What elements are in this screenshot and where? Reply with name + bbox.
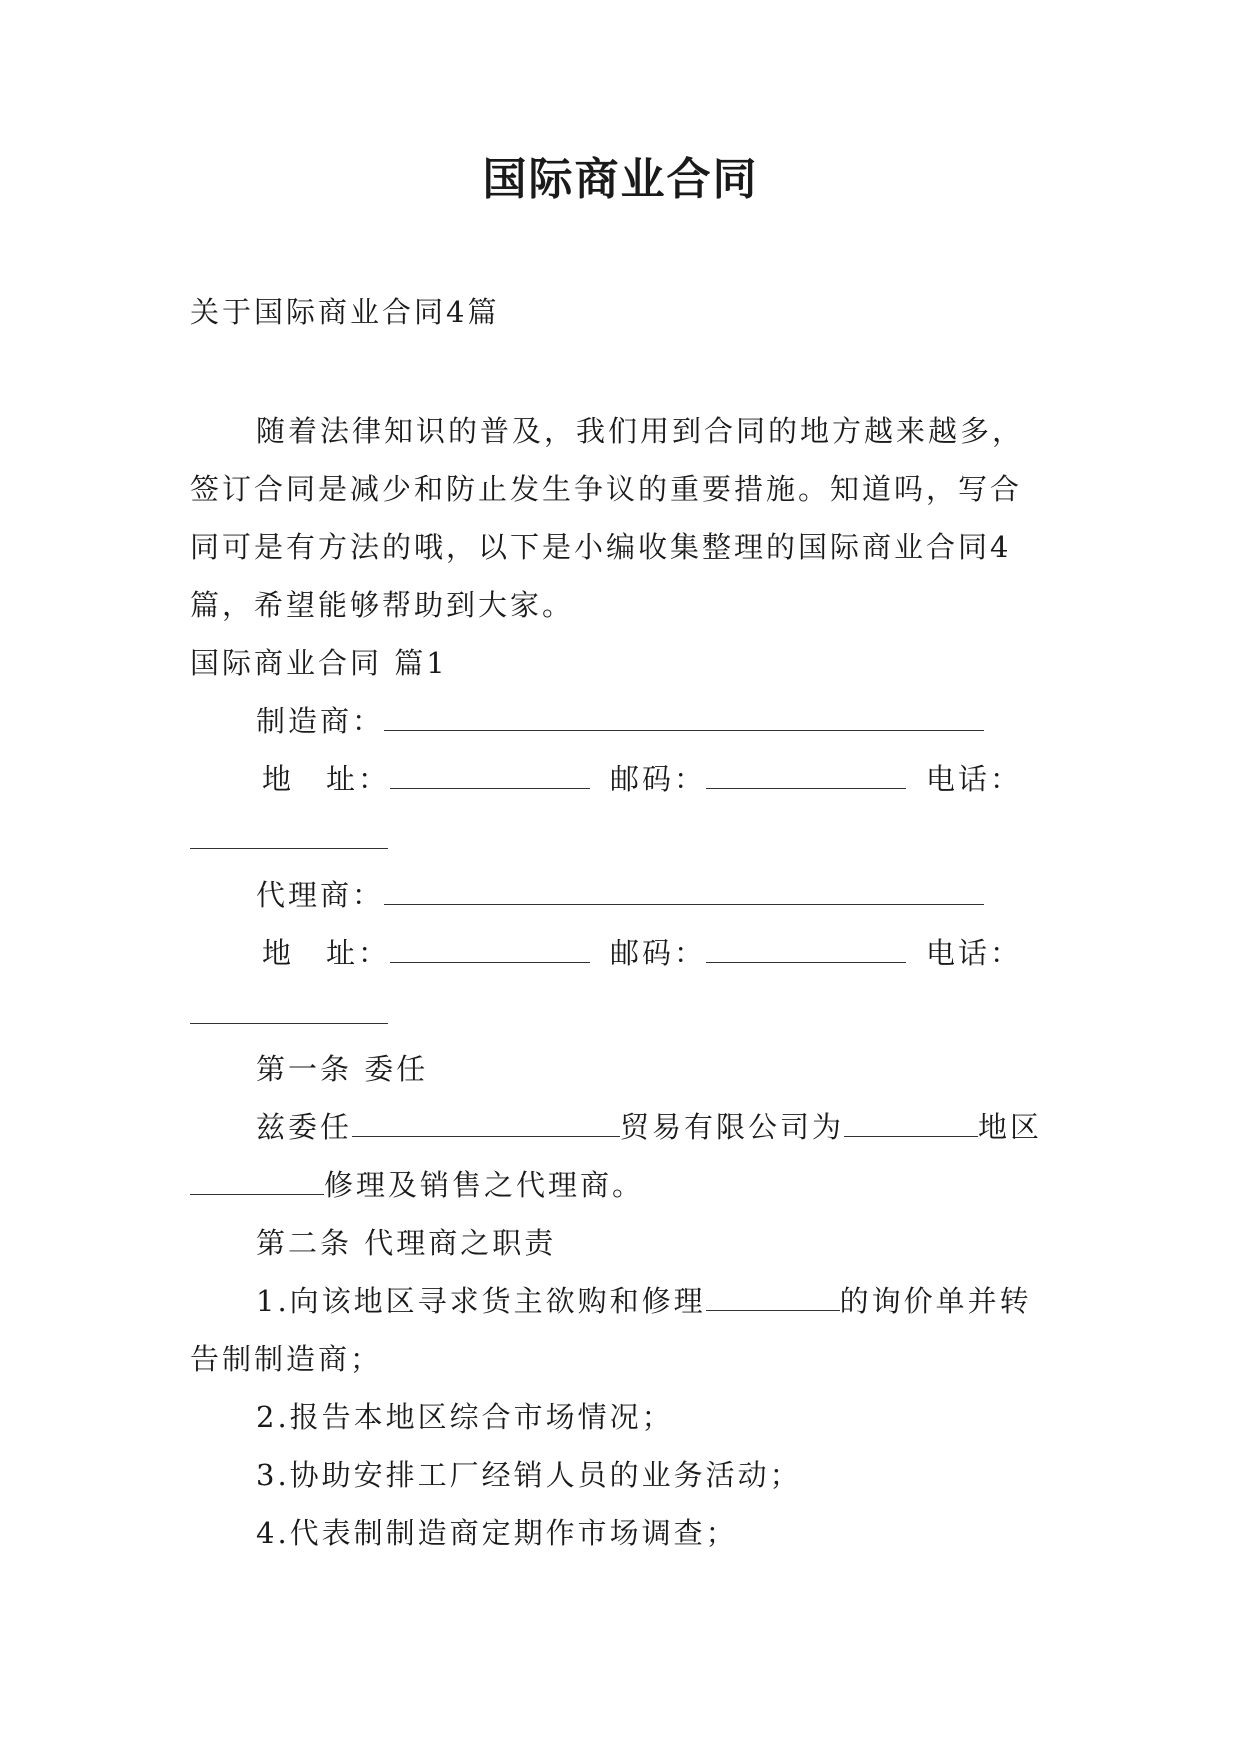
manufacturer-address-field[interactable] bbox=[390, 760, 590, 789]
manufacturer-name-field[interactable] bbox=[384, 702, 984, 731]
intro-line-3: 同可是有方法的哦，以下是小编收集整理的国际商业合同4 bbox=[190, 530, 1012, 564]
agent-contact-row bbox=[262, 933, 1022, 973]
article-2-item-4: 4.代表制制造商定期作市场调查； bbox=[256, 1516, 738, 1550]
agent-phone-field[interactable] bbox=[190, 1021, 388, 1024]
agent-zip-label: 邮码： bbox=[610, 936, 707, 970]
manufacturer-phone-label: 电话： bbox=[926, 762, 1023, 796]
article-1-line-1 bbox=[256, 1107, 1042, 1147]
manufacturer-row bbox=[256, 701, 984, 741]
agent-address-label: 地 址： bbox=[262, 936, 391, 970]
article-1-heading: 第一条 委任 bbox=[256, 1052, 429, 1086]
agent-address-field[interactable] bbox=[390, 934, 590, 963]
section-heading: 国际商业合同 篇1 bbox=[190, 646, 448, 680]
agent-name-field[interactable] bbox=[384, 876, 984, 905]
article-1-text-a: 兹委任 bbox=[256, 1110, 353, 1144]
company-name-field[interactable] bbox=[352, 1108, 620, 1137]
intro-line-4: 篇，希望能够帮助到大家。 bbox=[190, 588, 575, 622]
agent-label: 代理商： bbox=[256, 878, 385, 912]
article-2-item-1 bbox=[256, 1281, 1032, 1321]
article-2-item-1-cont: 告制制造商； bbox=[190, 1342, 383, 1376]
document-title: 国际商业合同 bbox=[482, 154, 759, 205]
manufacturer-address-label: 地 址： bbox=[262, 762, 391, 796]
intro-line-1: 随着法律知识的普及，我们用到合同的地方越来越多， bbox=[256, 414, 1025, 448]
article-2-heading: 第二条 代理商之职责 bbox=[256, 1226, 557, 1260]
agent-phone-label: 电话： bbox=[926, 936, 1023, 970]
manufacturer-contact-row bbox=[262, 759, 1022, 799]
manufacturer-zip-label: 邮码： bbox=[610, 762, 707, 796]
intro-line-2: 签订合同是减少和防止发生争议的重要措施。知道吗，写合 bbox=[190, 472, 1023, 506]
article-1-text-d: 修理及销售之代理商。 bbox=[324, 1168, 645, 1202]
document-subtitle: 关于国际商业合同4篇 bbox=[190, 295, 500, 329]
agent-zip-field[interactable] bbox=[706, 934, 906, 963]
product-field[interactable] bbox=[190, 1166, 324, 1195]
article-2-item-3: 3.协助安排工厂经销人员的业务活动； bbox=[256, 1458, 802, 1492]
article-2-item-1-text-a: 1.向该地区寻求货主欲购和修理 bbox=[256, 1284, 706, 1318]
article-1-line-2 bbox=[190, 1165, 644, 1205]
region-field[interactable] bbox=[844, 1108, 978, 1137]
manufacturer-label: 制造商： bbox=[256, 704, 385, 738]
manufacturer-zip-field[interactable] bbox=[706, 760, 906, 789]
article-1-text-c: 地区 bbox=[978, 1110, 1043, 1144]
article-1-text-b: 贸易有限公司为 bbox=[620, 1110, 845, 1144]
article-2-item-1-text-b: 的询价单并转 bbox=[839, 1284, 1032, 1318]
manufacturer-phone-field[interactable] bbox=[190, 846, 388, 849]
article-2-item-2: 2.报告本地区综合市场情况； bbox=[256, 1400, 674, 1434]
item-product-field[interactable] bbox=[706, 1282, 840, 1311]
agent-row bbox=[256, 875, 984, 915]
